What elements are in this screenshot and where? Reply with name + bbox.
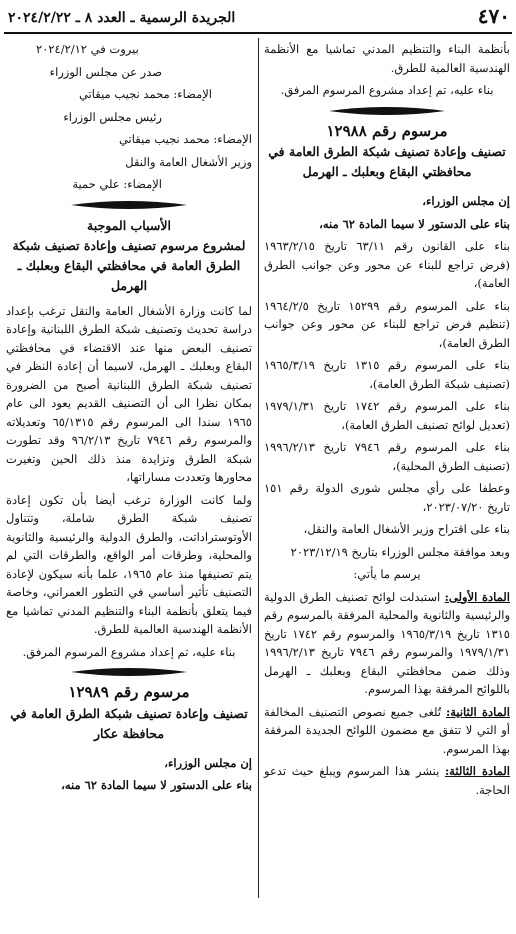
reasons-paragraph: ولما كانت الوزارة ترغب أيضا بأن تكون إعادة تصنيف شبكة الطرق شاملة، وتتناول الأوتوستراداتت، والطرق الدولية والرئيسية والثانوية والمحلية، وطرقات أمر الواقع، والطرقات التي لم يتم تصنيفها منذ عام ١٩٦٥، علما بأنه سيكون لإعادة التصنيف تأثير أساسي في التطور العمراني، وخاصة فيما يتعلق بأنظمة البناء والتنظيم المدني تماشيا مع الأنظمة الهندسية العالمية للطرق. [6,492,252,636]
decree-title: تصنيف وإعادة تصنيف شبكة الطرق العامة في محافظتي البقاع وبعلبك ـ الهرمل [268,144,506,179]
signature-line: صدر عن مجلس الوزراء [49,64,162,79]
preamble-line: إن مجلس الوزراء، [164,755,252,770]
preamble-line: إن مجلس الوزراء، [422,194,510,208]
signature-line: رئيس مجلس الوزراء [63,109,162,124]
column-divider [258,38,259,898]
article-label: المادة الثانية: [445,704,510,719]
recital: وعطفا على رأي مجلس شورى الدولة رقم ١٥١ تاريخ ٢٠٢٣/٠٧/٢٠، [264,481,510,514]
left-column [6,40,252,799]
article-1 [264,588,510,699]
recital: بناء على المرسوم رقم ١٧٤٢ تاريخ ١٩٧٩/١/٣١ (تعديل لوائح تصنيف الطرق العامة)، [264,399,510,432]
recital: بناء على اقتراح وزير الأشغال العامة والنقل، [303,522,510,536]
reasons-subtitle: لمشروع مرسوم تصنيف وإعادة تصنيف شبكة الطرق العامة في محافظتي البقاع وبعلبك ـ الهرمل [12,237,246,293]
decrees-line: يرسم ما يأتي: [353,567,421,581]
ornament-divider [69,665,189,679]
article-3 [264,762,510,799]
recital: بناء على المرسوم رقم ٧٩٤٦ تاريخ ١٩٩٦/٢/١٣ (تصنيف الطرق المحلية)، [264,440,510,473]
right-column [264,40,510,803]
reasons-paragraph: لما كانت وزارة الأشغال العامة والنقل ترغب بإعداد دراسة تحديث وتصنيف شبكة الطرق اللبنانية وإعادة تصنيف البعض منها عند الاقتضاء في محافظتي البقاع وبعلبك ـ الهرمل، لاسيما أن إعادة النظر في تصنيف شبكة الطرق اللبنانية أصبح من الضرورة بمكان نظرا الى أن التصنيف القديم يعود الى عام ١٩٦٥ سندا الى المرسوم رقم ٦٥/١٣١٥ وتعديلاته والمرسوم رقم ٧٩٤٦ تاريخ ٩٦/٢/١٣ وقد تطورت شبكة الطرق وتزايدة منذ ذلك الحين وتغيرت محاورها وتعددت مساراتها، [6,303,252,484]
recital: بناء على المرسوم رقم ١٣١٥ تاريخ ١٩٦٥/٣/١٩ (تصنيف شبكة الطرق العامة)، [264,358,510,391]
article-text: تُلغى جميع نصوص التصنيف المخالفة أو التي لا تتفق مع مضمون اللوائح الجديدة المرفقة بهذا المرسوم. [264,704,510,756]
signature-line: الإمضاء: محمد نجيب ميقاتي [118,132,252,146]
article-text: ينشر هذا المرسوم ويبلغ حيث تدعو الحاجة. [264,764,510,797]
page-number: ٤٧٠ [477,4,510,28]
page-header [4,2,512,34]
signature-line: الإمضاء: محمد نجيب ميقاتي [78,87,212,101]
preamble-line: بناء على الدستور لا سيما المادة ٦٢ منه، [61,778,252,792]
place-date: بيروت في ٢٠٢٤/٢/١٢ [36,42,139,56]
ornament-divider [69,198,189,212]
preamble-line: بناء على الدستور لا سيما المادة ٦٢ منه، [319,216,510,231]
signature-line: الإمضاء: علي حمية [72,177,162,191]
article-label: المادة الثالثة: [444,764,510,778]
article-2 [264,703,510,759]
closing-text: بناء عليه، تم إعداد مشروع المرسوم المرفق. [22,644,236,659]
recital: بناء على المرسوم رقم ١٥٢٩٩ تاريخ ١٩٦٤/٢/٥ (تنظيم فرض تراجع للبناء عن محور وعن جوانب الطرق العامة)، [264,298,510,350]
closing-text: بناء عليه، تم إعداد مشروع المرسوم المرفق. [280,83,494,97]
decree-title: تصنيف وإعادة تصنيف شبكة الطرق العامة في محافظة عكار [10,705,248,741]
article-text: استبدلت لوائح تصنيف الطرق الدولية والرئيسية والثانوية والمحلية المرفقة بالمرسوم رقم ١٣١٥ تاريخ ١٩٦٥/٣/١٩ والمرسوم رقم ١٧٤٢ تاريخ ١٩٧٩/١/٣١ والمرسوم رقم ٧٩٤٦ تاريخ ١٩٩٦/٢/١٣ وذلك ضمن محافظتي البقاع وبعلبك ـ الهرمل باللوائح المرفقة بهذا المرسوم. [264,589,510,696]
recital: بناء على القانون رقم ٦٣/١١ تاريخ ١٩٦٣/٢/١٥ (فرض تراجع للبناء عن محور وعن جوانب الطرق العامة)، [264,239,510,290]
signature-line: وزير الأشغال العامة والنقل [125,154,252,169]
article-label: المادة الأولى: [444,589,510,604]
header-rule [4,32,512,34]
ornament-divider [327,104,447,118]
journal-title: الجريدة الرسمية ـ العدد ٨ ـ ٢٠٢٤/٢/٢٢ [8,10,236,26]
reasons-title: الأسباب الموجبة [87,217,171,233]
decree-number: مرسوم رقم ١٢٩٨٨ [326,121,448,140]
decree-number: مرسوم رقم ١٢٩٨٩ [68,683,190,701]
recital: وبعد موافقة مجلس الوزراء بتاريخ ٢٠٢٣/١٢/١٩ [290,544,510,559]
intro-text: بأنظمة البناء والتنظيم المدني تماشيا مع الأنظمة الهندسية العالمية للطرق. [264,42,510,75]
